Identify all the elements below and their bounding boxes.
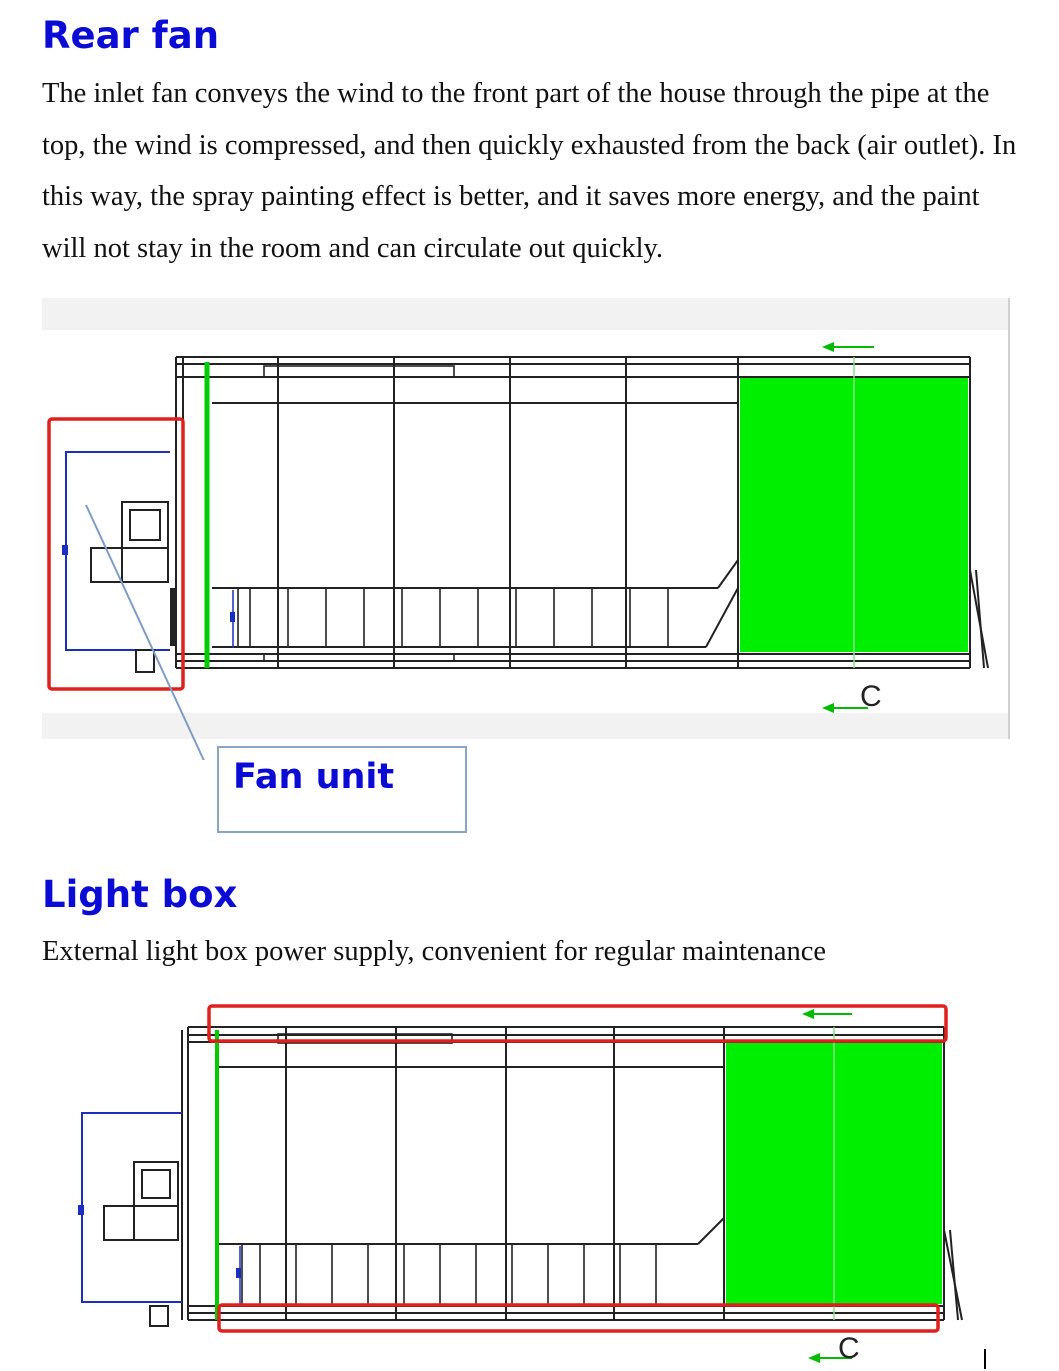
paragraph-light-box: External light box power supply, convenient for regular maintenance <box>42 936 827 967</box>
floor-grating-2 <box>242 1244 656 1304</box>
fan-unit-callout <box>217 746 467 833</box>
section-marker-c: C <box>860 680 882 713</box>
fan-unit-label: Fan unit <box>233 757 395 797</box>
light-box-diagram <box>0 990 1059 1371</box>
heading-rear-fan: Rear fan <box>42 14 220 57</box>
heading-light-box: Light box <box>42 873 238 916</box>
paragraph-rear-fan: The inlet fan conveys the wind to the front part of the house through the pipe at the top, the wind is compressed, and then quickly exhausted from the back (air outlet). In this way, the spray painting effect is better, and it saves more energy, and the paint will not stay in the room and can circulate out quickly. <box>42 78 1017 264</box>
light-box-highlight-bottom <box>219 1305 938 1331</box>
section-marker-c-2: C <box>838 1332 860 1365</box>
text-cursor <box>984 1349 986 1369</box>
rear-fan-diagram <box>0 290 1059 760</box>
